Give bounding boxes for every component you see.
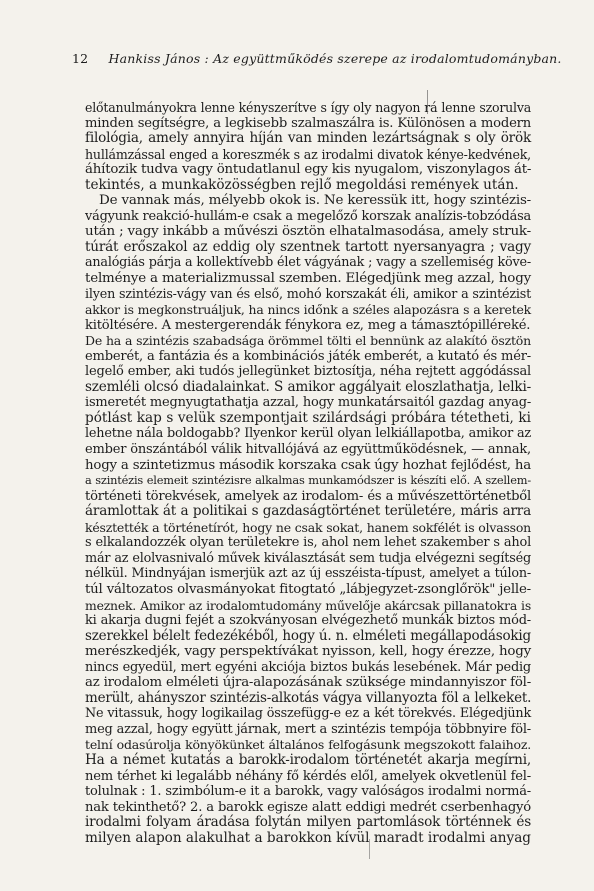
text-line: nak tekinthető? 2. a barokk egisze alatt eddigi medrét cserbenhagyó xyxy=(85,799,531,815)
running-title: Hankiss János : Az együttműködés szerepe az irodalomtudományban. xyxy=(108,51,562,66)
text-line: előtanulmányokra lenne kényszerítve s így oly nagyon rá lenne szorulva xyxy=(85,100,531,115)
text-line: ki akarja dugni fejét a szokványosan elvégezhető munkák biztos mód- xyxy=(85,613,531,629)
text-line: meg azzal, hogy együtt járnak, mert a szintézis tempója többnyire föl- xyxy=(85,721,531,737)
text-line: legelő ember, aki tudós jellegünket biztosítja, néha rejtett aggódással xyxy=(85,364,531,380)
text-line: vágyunk reakció-hullám-e csak a megelőző korszak analízis-tobzódása xyxy=(85,208,531,224)
text-line: szerekkel bélelt fedezékéből, hogy ú. n. elméleti megállapodásokig xyxy=(85,627,531,644)
text-line: túl változatos olvasmányokat fitogtató „lábjegyzet-zsonglőrök" jelle- xyxy=(85,581,531,597)
text-line: analógiás párja a kollektívebb élet vágyának ; vagy a szellemiség köve- xyxy=(85,255,531,271)
text-line: akkor is megkonstruáljuk, ha nincs időnk a széles alapozásra s a keretek xyxy=(85,302,531,318)
text-line: filológia, amely annyira híján van minden lezártságnak s oly örök xyxy=(85,130,531,147)
text-line: Ne vitassuk, hogy logikailag összefügg-e ez a két törekvés. Elégedjünk xyxy=(85,706,531,722)
text-line: áhítozik tudva vagy öntudatlanul egy kis nyugalom, viszonylagos át- xyxy=(85,162,532,178)
text-line: ilyen szintézis-vágy van és első, mohó korszakát éli, amikor a szintézist xyxy=(85,286,531,302)
text-line: hogy a szintetizmus második korszaka csak úgy hozhat fejlődést, ha xyxy=(85,457,531,473)
text-line: Ha a német kutatás a barokk-irodalom történetét akarja megírni, xyxy=(85,751,531,768)
text-line: már az elolvasnivaló művek kiválasztását sem tudja elvégezni segítség xyxy=(85,550,531,566)
text-line: nélkül. Mindnyájan ismerjük azt az új esszéista-típust, amelyet a túlon- xyxy=(85,566,531,582)
body-text xyxy=(85,100,531,846)
text-line: késztették a történetírót, hogy ne csak sokat, hanem sokfélét is olvasson xyxy=(85,519,531,535)
text-line: telní odasúrolja könyökünket általános felfogásunk megszokott falaihoz. xyxy=(85,737,531,753)
text-line: a szintézis elemeit szintézisre alkalmas munkamódszer is készíti elő. A szellem- xyxy=(85,473,531,488)
text-line: irodalmi folyam áradása folytán milyen partomlások történnek és xyxy=(85,814,531,831)
text-line: lehetne nála boldogabb? Ilyenkor kerül olyan lelkiállapotba, amikor az xyxy=(85,426,531,442)
text-line: az irodalom elméleti újra-alapozásának szüksége mindannyiszor föl- xyxy=(85,675,531,691)
text-line: túrát erőszakol az eddig oly szentnek tartott nyersanyagra ; vagy xyxy=(85,238,531,255)
text-line: nem térhet ki legalább néhány fő kérdés elől, amelyek okvetlenül fel- xyxy=(85,768,531,784)
text-line: telménye a materializmussal szemben. Elégedjünk meg azzal, hogy xyxy=(85,271,531,287)
text-line: minden segítségre, a legkisebb szalmaszálra is. Különösen a modern xyxy=(85,115,531,131)
text-line: meznek. Amikor az irodalomtudomány művelője akárcsak pillanatokra is xyxy=(85,597,531,613)
text-line: s elkalandozzék olyan területekre is, ahol nem lehet szakember s ahol xyxy=(85,535,531,551)
text-line: De vannak más, mélyebb okok is. Ne keressük itt, hogy szintézis- xyxy=(99,193,531,209)
text-line: ember önszántából válik hitvallójává az együttműködésnek, — annak, xyxy=(85,442,531,458)
text-line: tekintés, a munkaközösségben rejlő megoldási remények után. xyxy=(85,176,519,193)
text-line: pótlást kap s velük szempontjait szilárdsági próbára tétetheti, ki xyxy=(85,409,531,426)
text-line: nincs egyedül, mert egyéni akciója biztos bukás lesebének. Már pedig xyxy=(85,659,531,675)
text-line: kitöltésére. A mestergerendák fénykora ez, meg a támasztópilléreké. xyxy=(85,317,531,333)
text-line: áramlottak át a politikai s gazdaságtörténet területére, máris arra xyxy=(85,503,531,520)
text-line: tolulnak : 1. szimbólum-e it a barokk, vagy valóságos irodalmi normá- xyxy=(85,784,531,800)
text-line: merészkedjék, vagy perspektívákat nyisson, kell, hogy érezze, hogy xyxy=(85,644,532,660)
text-line: De ha a szintézis szabadsága örömmel tölti el bennünk az alakító ösztön xyxy=(85,333,531,349)
text-line: történeti törekvések, amelyek az irodalom- és a művészettörténetből xyxy=(85,488,531,504)
text-line: emberét, a fantázia és a kombinációs játék emberét, a kutató és mér- xyxy=(85,348,531,364)
text-line: milyen alapon alakulhat a barokkon kívül maradt irodalmi anyag xyxy=(85,829,531,846)
text-line: szemléli olcsó diadalainkat. S amikor aggályait eloszlathatja, lelki- xyxy=(85,378,531,395)
page-number: 12 xyxy=(72,51,89,66)
running-head xyxy=(72,51,562,67)
text-line: ismeretét megnyugtathatja azzal, hogy munkatársaitól gazdag anyag- xyxy=(85,395,531,411)
text-line: után ; vagy inkább a művészi ösztön elhatalmasodása, amely struk- xyxy=(85,223,531,240)
text-line: hullámzással enged a koreszmék s az irodalmi divatok kénye-kedvének, xyxy=(85,146,531,162)
text-line: merült, ahányszor szintézis-alkotás vágya villanyozta föl a lelkeket. xyxy=(85,689,532,706)
